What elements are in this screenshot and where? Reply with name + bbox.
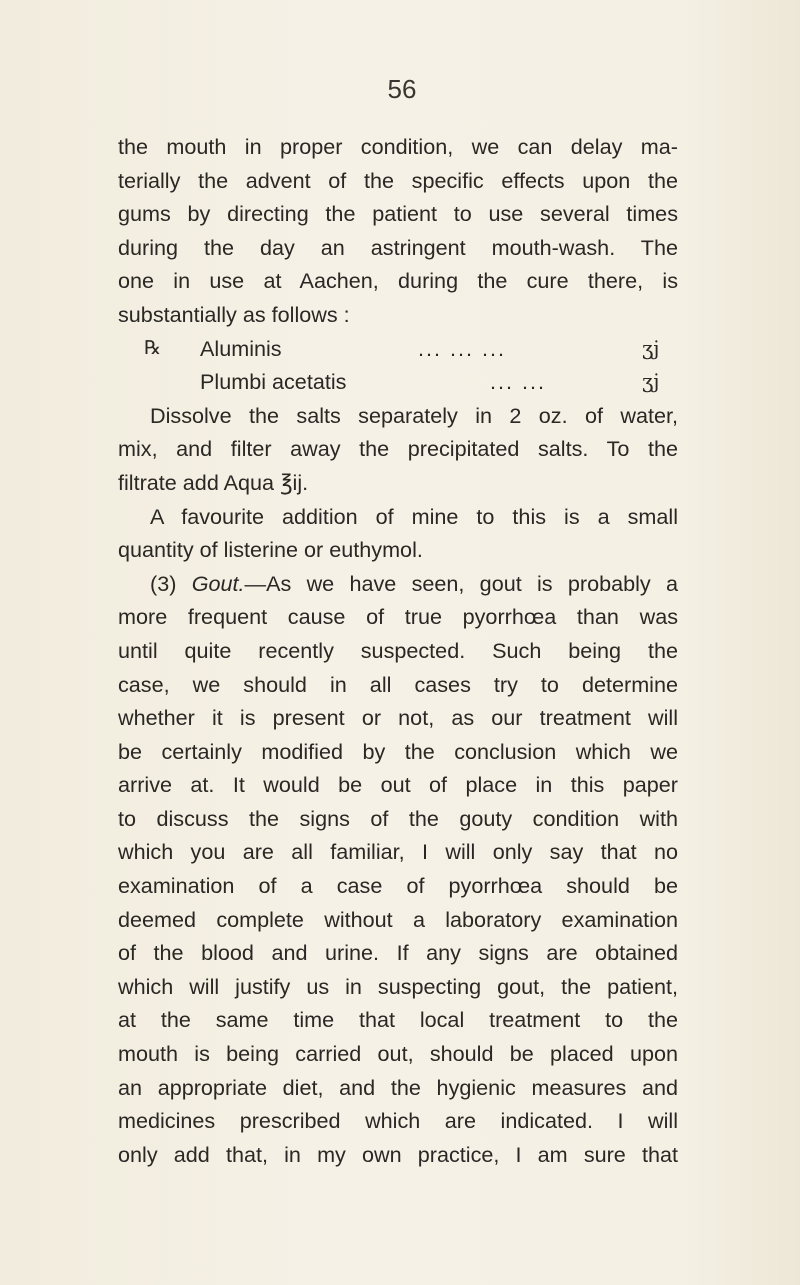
text-line: an appropriate diet, and the hygienic measures and <box>118 1074 678 1100</box>
recipe-icon: ℞ <box>144 336 162 359</box>
leader-dots: ... ... <box>490 369 546 395</box>
text-line: only add that, in my own practice, I am sure that <box>118 1141 678 1167</box>
prescription-quantity: ʒj <box>642 369 660 394</box>
text-line: which will justify us in suspecting gout, the patient, <box>118 973 678 999</box>
text-line: case, we should in all cases try to determine <box>118 671 678 697</box>
prescription-item <box>118 365 678 399</box>
text-fragment: —As we have seen, gout is probably a <box>244 570 678 596</box>
text-line: the mouth in proper condition, we can delay ma- <box>118 134 678 159</box>
text-line: gums by directing the patient to use several times <box>118 201 678 227</box>
text-line: of the blood and urine. If any signs are obtained <box>118 940 678 966</box>
text-line: mouth is being carried out, should be placed upon <box>118 1041 678 1067</box>
text-line: medicines prescribed which are indicated. I will <box>118 1108 678 1134</box>
body-text <box>118 130 678 1171</box>
text-line: arrive at. It would be out of place in this paper <box>118 772 678 798</box>
text-line: at the same time that local treatment to the <box>118 1007 678 1033</box>
text-line: more frequent cause of true pyorrhœa than was <box>118 604 678 630</box>
leader-dots: ... ... ... <box>418 335 506 361</box>
text-line: until quite recently suspected. Such being the <box>118 637 678 663</box>
text-line: which you are all familiar, I will only say that no <box>118 839 678 865</box>
text-line: examination of a case of pyorrhœa should be <box>118 873 678 899</box>
prescription-quantity: ʒj <box>642 335 660 360</box>
text-line: Dissolve the salts separately in 2 oz. of water, <box>150 402 678 428</box>
page-number: 56 <box>387 74 417 104</box>
text-line: be certainly modified by the conclusion which we <box>118 738 678 764</box>
section-title: Gout. <box>191 570 245 596</box>
text-line: substantially as follows : <box>118 301 350 327</box>
text-line: during the day an astringent mouth-wash. The <box>118 234 678 260</box>
text-line: one in use at Aachen, during the cure there, is <box>118 268 678 294</box>
gout-heading-line <box>118 567 678 601</box>
text-line: mix, and filter away the precipitated salts. To the <box>118 436 678 462</box>
text-line: A favourite addition of mine to this is a small <box>150 503 678 529</box>
prescription-item <box>118 332 678 366</box>
text-line: filtrate add Aqua ℥ij. <box>118 469 309 495</box>
text-line: quantity of listerine or euthymol. <box>118 537 423 563</box>
section-number: (3) <box>150 570 177 596</box>
prescription-ingredient: Plumbi acetatis <box>200 369 347 395</box>
text-line: to discuss the signs of the gouty condition with <box>118 805 678 831</box>
text-line: terially the advent of the specific effects upon the <box>118 167 678 193</box>
text-line: deemed complete without a laboratory examination <box>118 906 678 932</box>
prescription-ingredient: Aluminis <box>200 335 282 361</box>
text-line: whether it is present or not, as our treatment will <box>118 705 678 731</box>
